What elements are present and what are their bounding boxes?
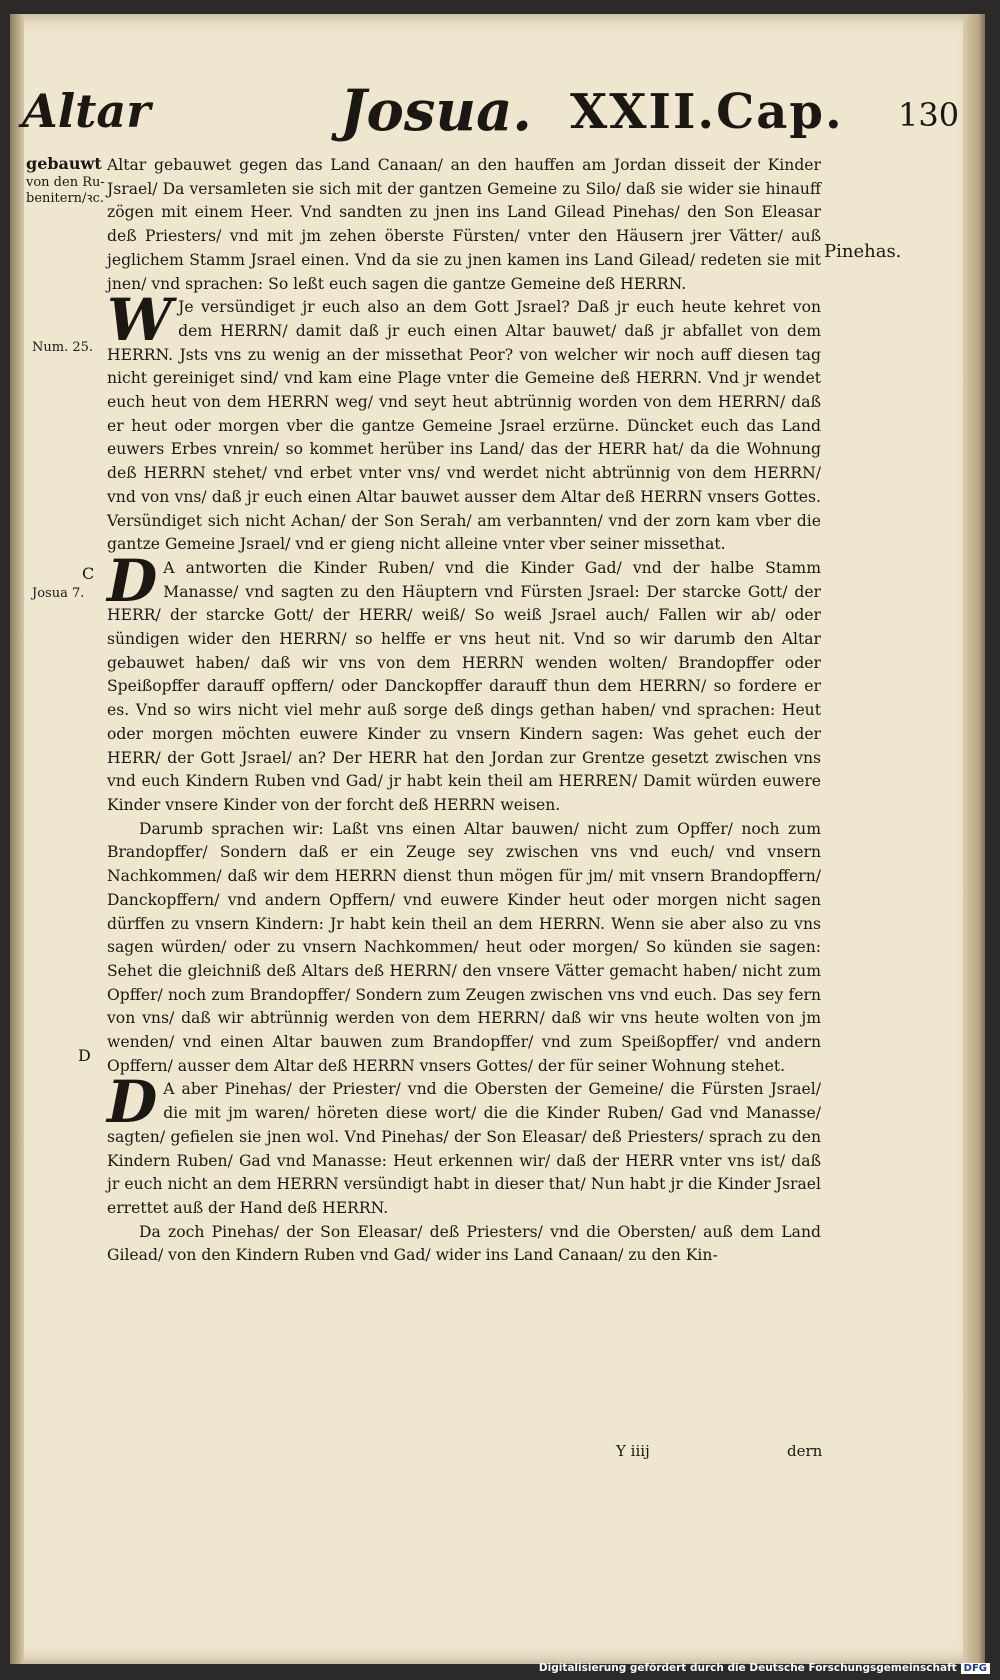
drop-cap-d-2: D [107,1068,158,1137]
main-text [107,154,821,1268]
page-number: 130 [898,96,960,134]
sidenote-benitern: benitern/ꝛc. [26,191,105,206]
header-chapter: XXII.Cap. [570,84,844,140]
drop-cap-w: W [107,286,173,355]
paragraph-3-text: A antworten die Kinder Ruben/ vnd die Kinder Gad/ vnd der halbe Stamm Manasse/ vnd sagten zu den Häuptern vnd Fürsten Jsrael: Der starcke Gott/ der HERR/ der starcke Gott/ der HERR/ weiß/ So weiß Jsrael auch/ Fallen wir ab/ oder sündigen wider den HERRN/ so helffe er vns heut nit. Vnd so wir darumb den Altar gebauwet haben/ daß wir vns von dem HERRN wenden wolten/ Brandopffer oder Speißopffer darauff opffern/ oder Danckopffer darauff thun dem HERRN/ so fordere er es. Vnd so wirs nicht viel mehr auß sorge deß dings gethan haben/ vnd sprachen: Heut oder morgen möchten euwere Kinder zu vnsern Kindern sagen: Was gehet euch der HERR/ der Gott Jsrael/ an? Der HERR hat den Jordan zur Grentze gesetzt zwischen vns vnd euch Kindern Ruben vnd Gad/ jr habt kein theil am HERREN/ Damit würden euwere Kinder vnsere Kinder von der forcht deß HERRN weisen. [107,558,821,814]
running-header [10,78,985,158]
header-left: Altar [22,84,151,138]
page-edge [963,14,985,1664]
book-page [10,14,985,1664]
credit-text: Digitalisierung gefördert durch die Deutsche Forschungsgemeinschaft [538,1662,957,1674]
paragraph-5 [107,1068,821,1220]
signature-mark: Y iiij [616,1442,650,1460]
page-binding [10,14,24,1664]
sidenote-ru: von den Ru- [26,175,105,190]
drop-cap-d: D [107,546,158,615]
section-marker-d: D [78,1046,91,1065]
sidenote-gebauwt: gebauwt [26,154,102,173]
paragraph-2 [107,286,821,557]
paragraph-1: Altar gebauwet gegen das Land Canaan/ an den hauffen am Jordan disseit der Kinder Jsrael/ Da versamleten sie sich mit der gantzen Gemeine zu Silo/ daß sie wider sie hinauff zögen mit einem Heer. Vnd sandten zu jnen ins Land Gilead Pinehas/ den Son Eleasar deß Priesters/ vnd mit jm zehen öberste Fürsten/ vnter den Häusern jrer Vätter/ auß jeglichem Stamm Jsrael einen. Vnd da sie zu jnen kamen ins Land Gilead/ redeten sie mit jnen/ vnd sprachen: So leßt euch sagen die gantze Gemeine deß HERRN. [107,156,821,293]
section-marker-c: C [82,564,95,583]
paragraph-4: Darumb sprachen wir: Laßt vns einen Altar bauwen/ nicht zum Opffer/ noch zum Brandopffer/ Sondern daß er ein Zeuge sey zwischen vns vnd euch/ vnd vnsern Nachkommen/ daß wir dem HERRN dienst thun mögen für jm/ mit vnsern Brandopffern/ Danckopffern/ vnd andern Opffern/ vnd euwere Kinder heut oder morgen nicht sagen dürffen zu vnsern Kindern: Jr habt kein theil an dem HERRN. Wenn sie aber also zu vns sagen würden/ oder zu vnsern Nachkommen/ heut oder morgen/ So künden sie sagen: Sehet die gleichniß deß Altars deß HERRN/ den vnsere Vätter gemacht haben/ nicht zum Opffer/ noch zum Brandopffer/ Sondern zum Zeugen zwischen vns vnd euch. Das sey fern von vns/ daß wir abtrünnig werden von dem HERRN/ daß wir vns heute wolten von jm wenden/ vnd einen Altar bauwen zum Brandopffer/ vnd zum Speißopffer/ vnd andern Opffern/ ausser dem Altar deß HERRN vnsers Gottes/ der für seiner Wohnung stehet. [107,819,821,1075]
sidenote-pinehas: Pinehas. [824,241,902,262]
sidenote-josua: Josua 7. [32,586,85,601]
catchword: dern [787,1442,823,1460]
paragraph-2-text: Je versündiget jr euch also an dem Gott Jsrael? Daß jr euch heute kehret von dem HERRN/ damit daß jr euch einen Altar bauwet/ daß jr abfallet von dem HERRN. Jsts vns zu wenig an der missethat Peor? von welcher wir noch auff diesen tag nicht gereiniget sind/ vnd kam eine Plage vnter die Gemeine deß HERRN. Vnd jr wendet euch heut von dem HERRN weg/ vnd seyt heut abtrünnig worden von dem HERRN/ daß er heut oder morgen vber die gantze Gemeine Jsrael erzürne. Düncket euch das Land euwers Erbes vnrein/ so kommet herüber ins Land/ das der HERR hat/ da die Wohnung deß HERRN stehet/ vnd erbet vnter vns/ vnd werdet nicht abtrünnig von dem HERRN/ vnd von vns/ daß jr euch einen Altar bauwet ausser dem Altar deß HERRN vnsers Gottes. Versündiget sich nicht Achan/ der Son Serah/ am verbannten/ vnd der zorn kam vber die gantze Gemeine Jsrael/ vnd er gieng nicht alleine vnter vber seiner missethat. [107,298,821,554]
paragraph-5-text: A aber Pinehas/ der Priester/ vnd die Obersten der Gemeine/ die Fürsten Jsrael/ die mit jm waren/ höreten diese wort/ die die Kinder Ruben/ Gad vnd Manasse/ sagten/ gefielen sie jnen wol. Vnd Pinehas/ der Son Eleasar/ deß Priesters/ sprach zu den Kindern Ruben/ Gad vnd Manasse: Heut erkennen wir/ daß der HERR vnter vns ist/ daß jr euch nicht an dem HERRN versündigt habt in dieser that/ Nun habt jr die Kinder Jsrael errettet auß der Hand deß HERRN. [107,1080,821,1217]
sidenote-num: Num. 25. [32,340,94,355]
paragraph-3 [107,546,821,818]
paragraph-6: Da zoch Pinehas/ der Son Eleasar/ deß Priesters/ vnd die Obersten/ auß dem Land Gilead/ von den Kindern Ruben vnd Gad/ wider ins Land Canaan/ zu den Kin- [107,1222,821,1265]
digitization-credit [539,1662,990,1678]
dfg-logo: DFG [961,1663,990,1674]
header-book-title: Josua. [340,78,532,144]
